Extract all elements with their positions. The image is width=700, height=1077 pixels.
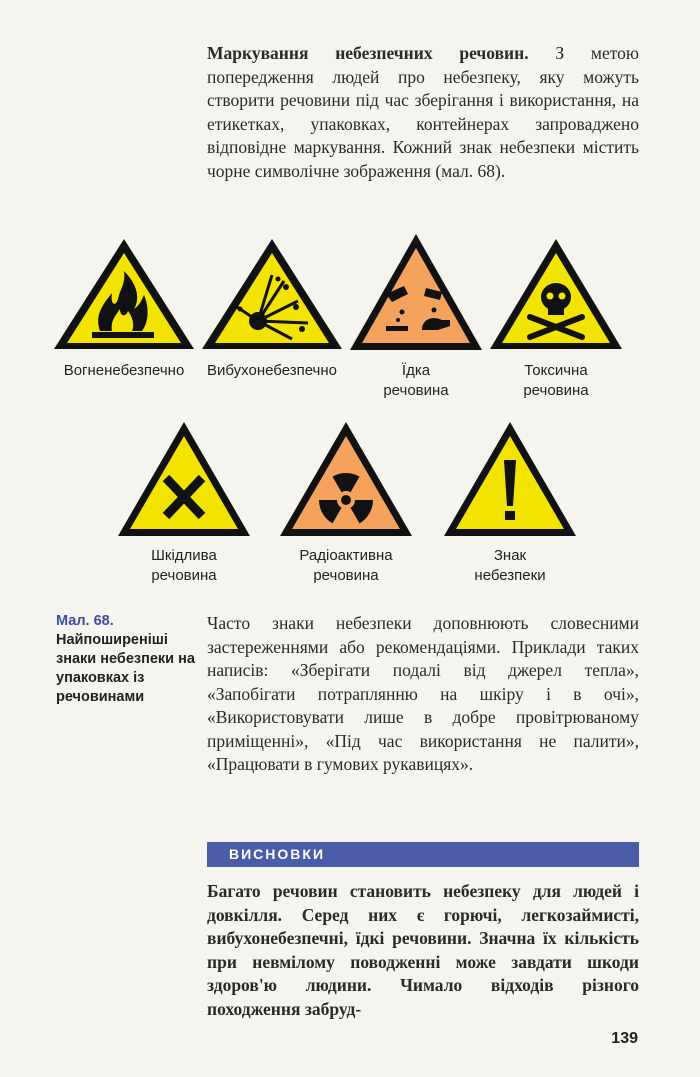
- paragraph-body: З метою попередження людей про небезпеку, яку можуть створити речовини під час зберігання і використання, на етикетках, упаковках, контейнерах запроваджено відповідне маркування. Кожний знак небезпеки містить чорне символічне зображення (мал. 68).: [207, 43, 639, 181]
- sign-label: Знак небезпеки: [474, 547, 546, 584]
- corrosive-icon: [346, 230, 486, 355]
- exclamation-icon: [440, 418, 580, 540]
- sign-explosive: [198, 235, 346, 381]
- skull-icon: [486, 235, 626, 355]
- sign-label: Вибухонебезпечно: [207, 362, 337, 379]
- paragraph-hazard-marking: [207, 42, 639, 183]
- sign-toxic: [486, 235, 626, 401]
- sign-label: Вогненебезпечно: [63, 362, 185, 379]
- explosion-icon: [198, 235, 346, 355]
- paragraph-conclusions: Багато речовин становить небезпеку для людей і довкілля. Серед них є горючі, легкозаймисті, вибухонебезпечні, їдкі речовини. Значна їх кількість при невмілому поводженні може завдати шкоди здоров'ю людини. Чимало відходів різного походження забруд-: [207, 881, 639, 1019]
- sign-corrosive: [346, 230, 486, 401]
- paragraph-lead: Маркування небезпечних речовин.: [207, 43, 529, 63]
- section-heading-conclusions: ВИСНОВКИ: [207, 842, 639, 867]
- sign-label: Радіоактивна речовина: [299, 547, 393, 584]
- figure-caption-text: Найпоширеніші знаки небезпеки на упаковках із речовинами: [56, 632, 195, 705]
- figure-number: Мал. 68.: [56, 613, 114, 629]
- page-number: 139: [611, 1030, 638, 1047]
- sign-label: Їдка речовина: [383, 362, 449, 399]
- flame-icon: [50, 235, 198, 355]
- sign-harmful: [114, 418, 254, 586]
- sign-label: Токсична речовина: [523, 362, 589, 399]
- sign-flammable: [50, 235, 198, 381]
- sign-radioactive: [276, 418, 416, 586]
- radiation-icon: [276, 418, 416, 540]
- figure-caption: [56, 612, 196, 707]
- sign-warning: [440, 418, 580, 586]
- paragraph-warnings: Часто знаки небезпеки доповнюють словесними застереженнями або рекомендаціями. Приклади таких написів: «Зберігати подалі від джерел тепла», «Запобігати потраплянню на шкіру і в очі», «Використовувати лише в добре провітрюваному приміщенні», «Під час використання не палити», «Працювати в гумових рукавицях».: [207, 613, 639, 774]
- sign-label: Шкідлива речовина: [151, 547, 217, 584]
- cross-icon: [114, 418, 254, 540]
